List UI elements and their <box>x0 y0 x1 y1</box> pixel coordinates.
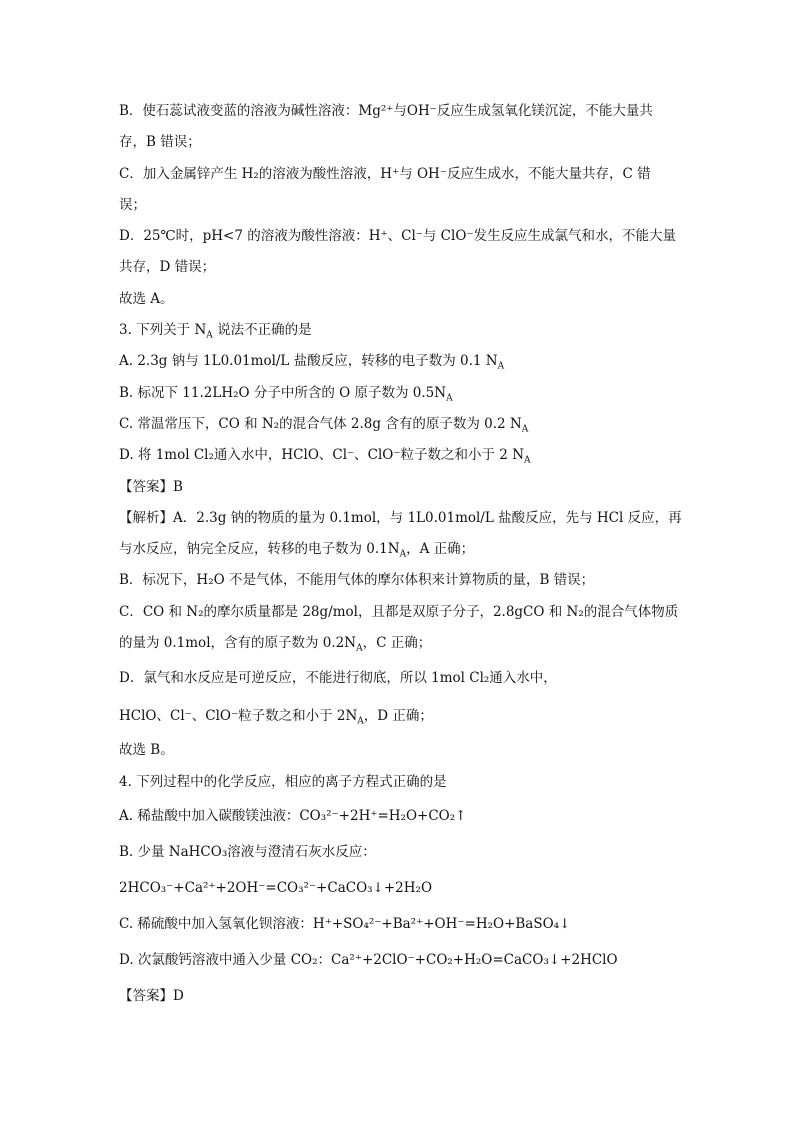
question-heading: 4. 下列过程中的化学反应，相应的离子方程式正确的是 <box>119 773 447 790</box>
text-line: 故选 A。 <box>119 290 174 307</box>
option-d: D. 次氯酸钙溶液中通入少量 CO₂：Ca²⁺+2ClO⁻+CO₂+H₂O=CaCO₃↓+2HClO <box>119 951 618 968</box>
option-a: A. 稀盐酸中加入碳酸镁浊液：CO₃²⁻+2H⁺=H₂O+CO₂↑ <box>119 807 467 824</box>
option-c: C. 常温常压下，CO 和 N₂的混合气体 2.8g 含有的原子数为 0.2 $N_A$ <box>119 415 529 435</box>
analysis-line: HClO、Cl⁻、ClO⁻粒子数之和小于 $2N_A$，D 正确； <box>119 708 433 728</box>
option-c: C. 稀硫酸中加入氢氧化钡溶液：H⁺+SO₄²⁻+Ba²⁺+OH⁻=H₂O+BaSO₄↓ <box>119 915 571 932</box>
text-line: B．使石蕊试液变蓝的溶液为碱性溶液：Mg²⁺与OH⁻反应生成氢氧化镁沉淀，不能大量共 <box>119 103 653 119</box>
analysis-line: 故选 B。 <box>119 742 174 759</box>
analysis-line: 【解析】A．2.3g 钠的物质的量为 0.1mol，与 1L0.01mol/L 盐酸反应，先与 HCl 反应，再 <box>119 509 682 526</box>
analysis-line: 与水反应，钠完全反应，转移的电子数为 $0.1N_A$，A 正确； <box>119 541 475 560</box>
text-line: D．25℃时，pH<7 的溶液为酸性溶液：H⁺、Cl⁻与 ClO⁻发生反应生成氯气和水，不能大量 <box>119 228 677 245</box>
text-line: C．加入金属锌产生 H₂的溶液为酸性溶液，H⁺与 OH⁻反应生成水，不能大量共存，C 错 <box>119 165 651 182</box>
option-b: B. 标况下 11.2LH₂O 分子中所含的 O 原子数为 $0.5N_A$ <box>119 384 453 404</box>
equation-line: 2HCO₃⁻+Ca²⁺+2OH⁻=CO₃²⁻+CaCO₃↓+2H₂O <box>119 879 433 896</box>
document-body <box>119 96 682 1014</box>
answer-line: 【答案】B <box>119 478 183 495</box>
option-d: D. 将 1mol Cl₂通入水中，HClO、Cl⁻、ClO⁻粒子数之和小于 2 $N_A$ <box>119 447 531 466</box>
text-line: 共存，D 错误； <box>119 259 216 276</box>
analysis-line: 的量为 0.1mol，含有的原子数为 $0.2N_A$，C 正确； <box>119 635 432 654</box>
analysis-line: B．标况下，H₂O 不是气体，不能用气体的摩尔体积来计算物质的量，B 错误； <box>119 572 595 589</box>
option-a: A. 2.3g 钠与 1L0.01mol/L 盐酸反应，转移的电子数为 0.1 $N_A$ <box>119 353 505 373</box>
option-b: B. 少量 NaHCO₃溶液与澄清石灰水反应： <box>119 843 376 860</box>
answer-line: 【答案】D <box>119 987 184 1004</box>
analysis-line: C．CO 和 N₂的摩尔质量都是 28g/mol，且都是双原子分子，2.8gCO 和 N₂的混合气体物质 <box>119 603 679 620</box>
analysis-line: D．氯气和水反应是可逆反应，不能进行彻底，所以 1mol Cl₂通入水中， <box>119 670 557 687</box>
text-line: 存，B 错误； <box>119 134 201 151</box>
text-line: 误； <box>119 196 146 213</box>
question-heading: 3. 下列关于 $N_A$ 说法不正确的是 <box>119 322 312 341</box>
